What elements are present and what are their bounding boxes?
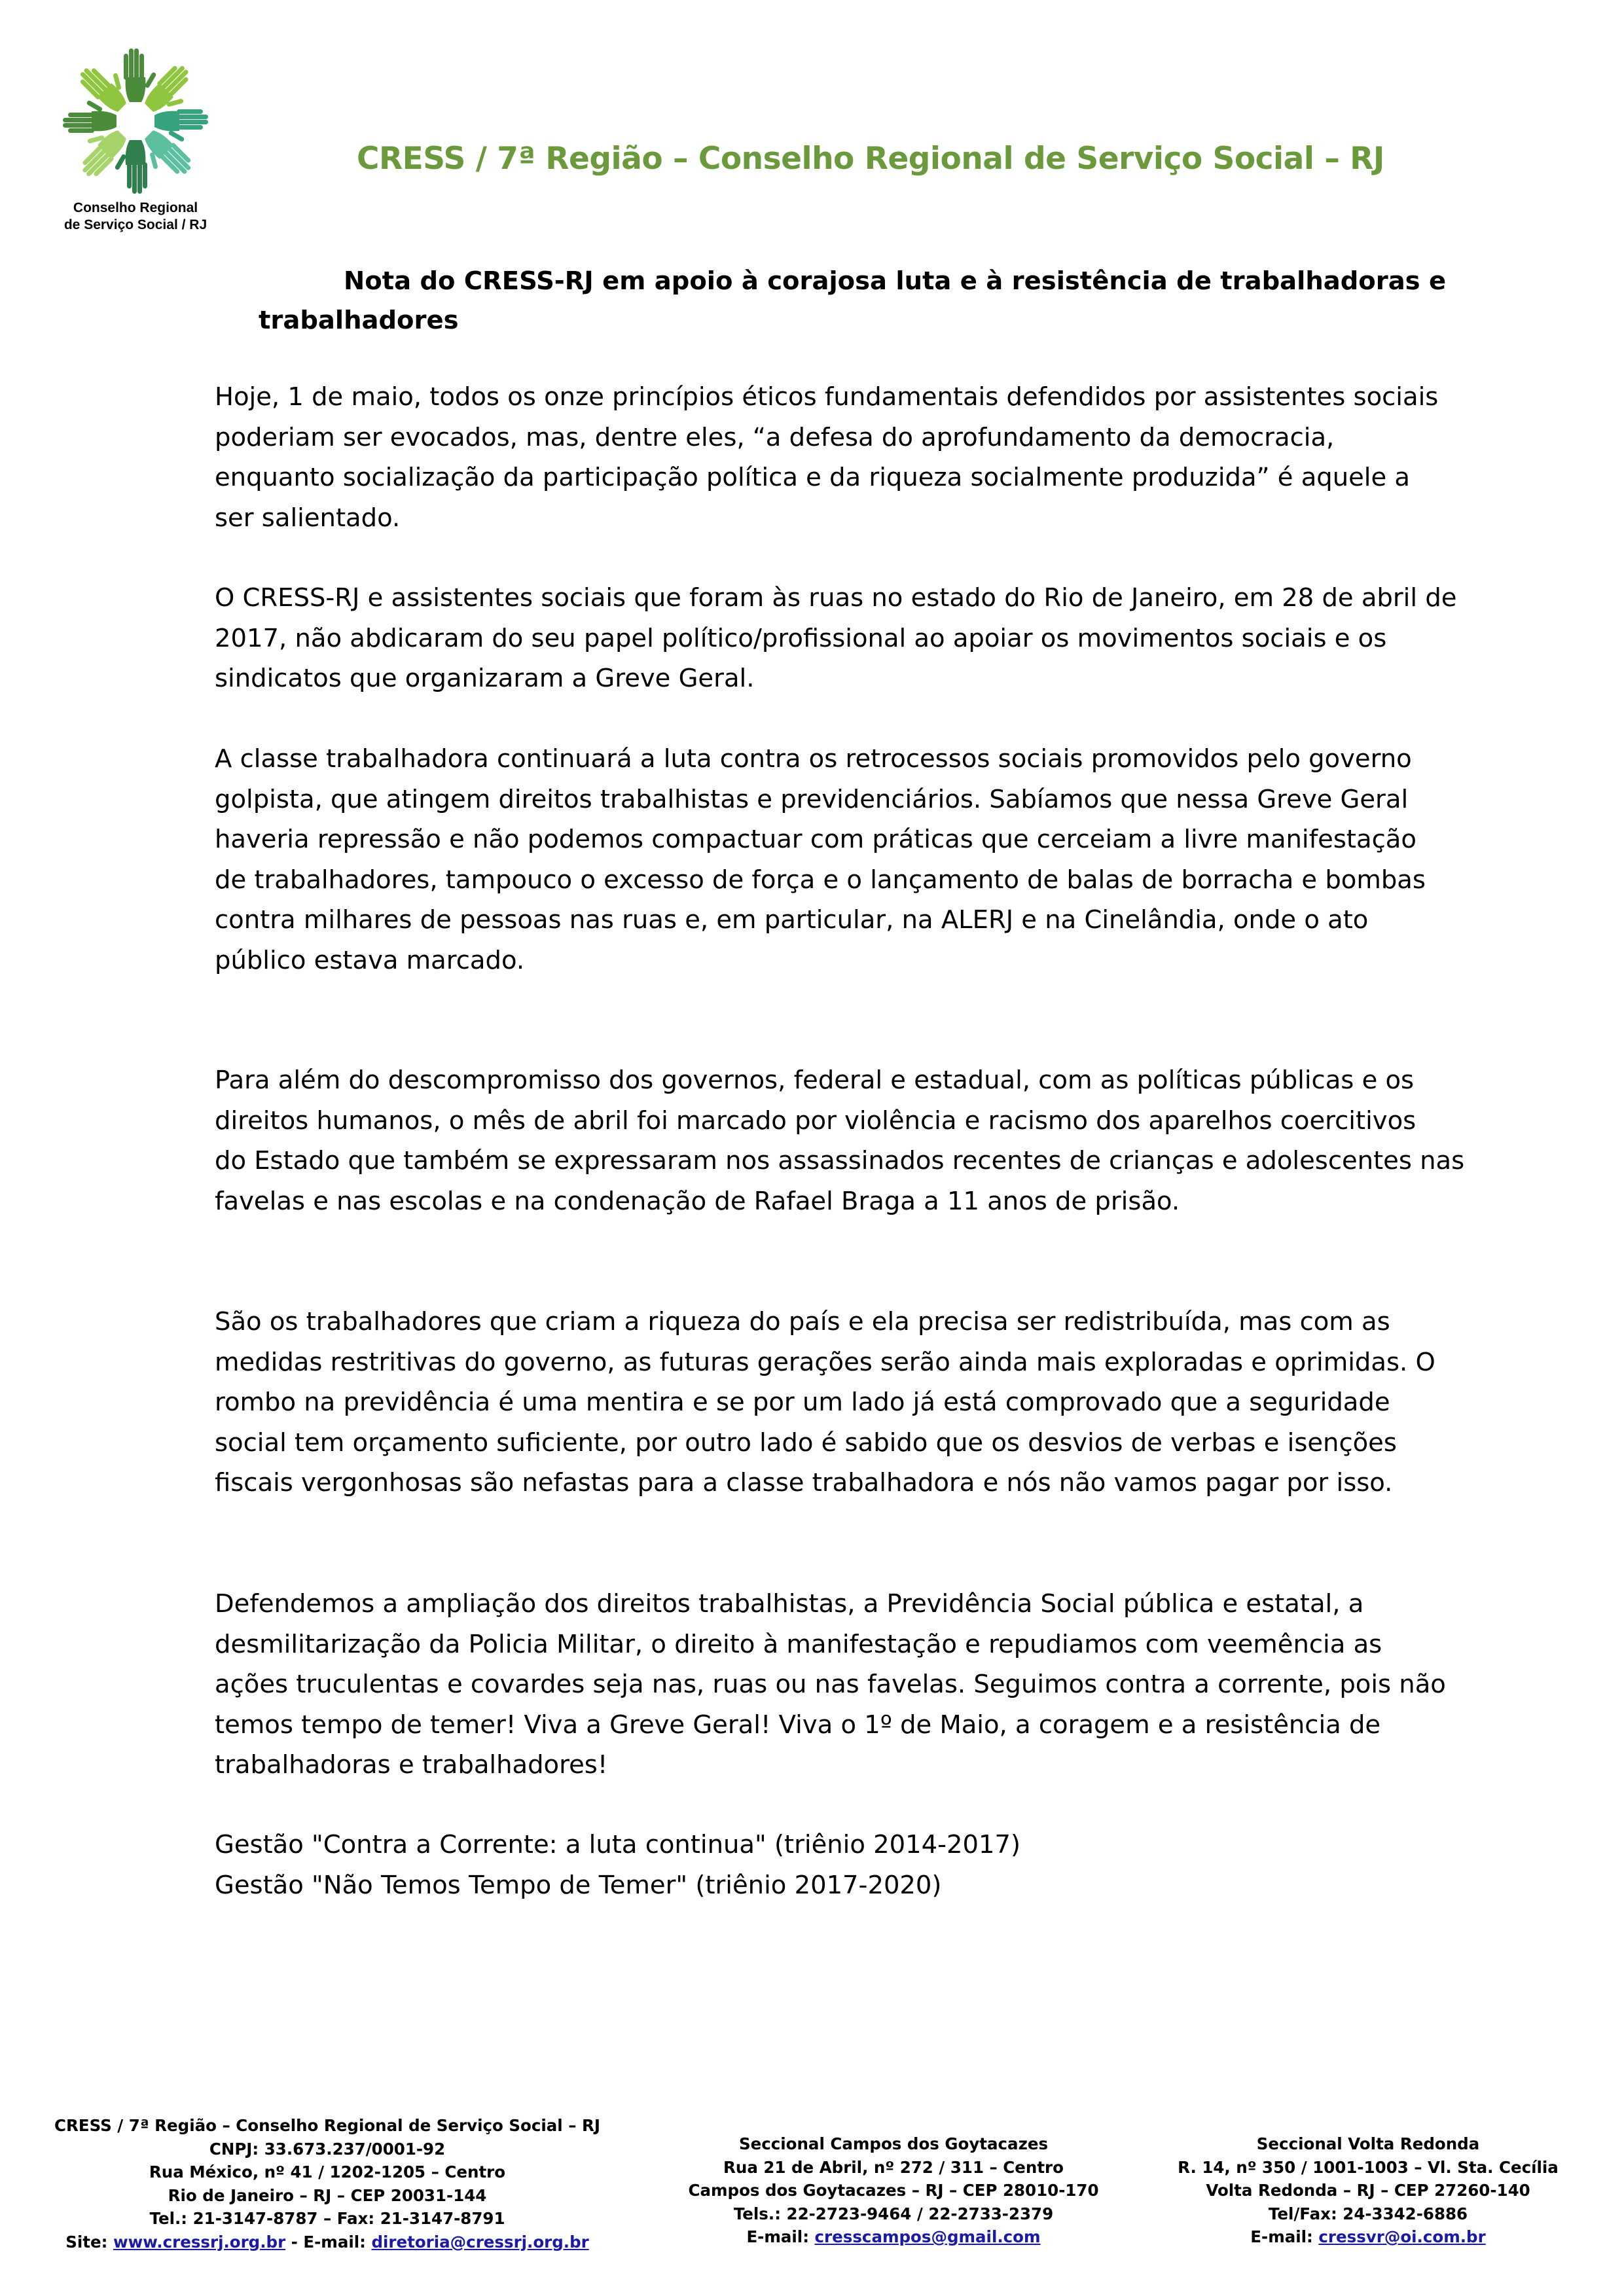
email-label: E-mail: xyxy=(746,2227,815,2246)
text-line: enquanto socialização da participação política e da riqueza socialmente produzida” é aquele a xyxy=(215,463,1411,492)
text-line: ações truculentas e covardes seja nas, ruas ou nas favelas. Seguimos contra a corrente, pois não xyxy=(215,1670,1446,1699)
text-line: trabalhadoras e trabalhadores! xyxy=(215,1750,608,1780)
text-line: 2017, não abdicaram do seu papel político/profissional ao apoiar os movimentos sociais e os xyxy=(215,623,1387,653)
footer-contact-line xyxy=(1132,2225,1604,2249)
email-label: - E-mail: xyxy=(285,2232,372,2251)
text-line: de trabalhadores, tampouco o excesso de força e o lançamento de balas de borracha e bombas xyxy=(215,865,1426,895)
signature-line: Gestão "Não Temos Tempo de Temer" (triênio 2017-2020) xyxy=(215,1870,942,1900)
text-line: golpista, que atingem direitos trabalhistas e previdenciários. Sabíamos que nessa Greve Geral xyxy=(215,784,1409,814)
paragraph-general-strike xyxy=(215,578,1530,699)
text-line: público estava marcado. xyxy=(215,945,525,975)
logo-caption-line: Conselho Regional xyxy=(73,200,198,215)
text-line: Hoje, 1 de maio, todos os onze princípios éticos fundamentais defendidos por assistentes sociais xyxy=(215,382,1439,412)
text-line: São os trabalhadores que criam a riqueza do país e ela precisa ser redistribuída, mas com as xyxy=(215,1307,1390,1336)
text-line: Para além do descompromisso dos governos, federal e estadual, com as políticas públicas e os xyxy=(215,1066,1415,1095)
logo-caption-line: de Serviço Social / RJ xyxy=(63,217,208,232)
footer-main-office xyxy=(26,2114,628,2253)
text-line: O CRESS-RJ e assistentes sociais que foram às ruas no estado do Rio de Janeiro, em 28 de abril de xyxy=(215,583,1457,613)
paragraph-wealth xyxy=(215,1302,1530,1503)
organization-title: CRESS / 7ª Região – Conselho Regional de Serviço Social – RJ xyxy=(357,141,1384,177)
footer-line: CNPJ: 33.673.237/0001-92 xyxy=(209,2139,446,2159)
text-line: ser salientado. xyxy=(215,503,401,533)
signature-line: Gestão "Contra a Corrente: a luta continua" (triênio 2014-2017) xyxy=(215,1830,1021,1859)
text-line: desmilitarização da Policia Militar, o direito à manifestação e repudiamos com veemência as xyxy=(215,1629,1382,1659)
circle-of-hands-icon xyxy=(54,39,217,203)
footer xyxy=(0,2114,1624,2265)
text-line: fiscais vergonhosas são nefastas para a classe trabalhadora e nós não vamos pagar por isso. xyxy=(215,1468,1393,1498)
footer-line: Tel.: 21-3147-8787 – Fax: 21-3147-8791 xyxy=(149,2209,505,2228)
footer-line: Volta Redonda – RJ – CEP 27260-140 xyxy=(1206,2181,1530,2200)
email-link[interactable]: diretoria@cressrj.org.br xyxy=(371,2232,589,2251)
text-line: favelas e nas escolas e na condenação de Rafael Braga a 11 anos de prisão. xyxy=(215,1186,1180,1216)
text-line: haveria repressão e não podemos compactuar com práticas que cerceiam a livre manifestação xyxy=(215,825,1416,854)
site-link[interactable]: www.cressrj.org.br xyxy=(113,2232,286,2251)
text-line: temos tempo de temer! Viva a Greve Geral! Viva o 1º de Maio, a coragem e a resistência de xyxy=(215,1710,1381,1740)
footer-line: CRESS / 7ª Região – Conselho Regional de Serviço Social – RJ xyxy=(54,2116,600,2135)
footer-line: Rua 21 de Abril, nº 272 / 311 – Centro xyxy=(723,2157,1064,2177)
footer-line: Seccional Campos dos Goytacazes xyxy=(738,2134,1049,2153)
text-line: direitos humanos, o mês de abril foi marcado por violência e racismo dos aparelhos coercitivos xyxy=(215,1105,1416,1136)
text-line: contra milhares de pessoas nas ruas e, em particular, na ALERJ e na Cinelândia, onde o ato xyxy=(215,905,1369,935)
footer-line: Tels.: 22-2723-9464 / 22-2733-2379 xyxy=(733,2204,1054,2223)
footer-line: Campos dos Goytacazes – RJ – CEP 28010-170 xyxy=(688,2181,1099,2200)
text-line: social tem orçamento suficiente, por outro lado é sabido que os desvios de verbas e isenções xyxy=(215,1427,1397,1458)
footer-line: Tel/Fax: 24-3342-6886 xyxy=(1268,2204,1468,2223)
email-link[interactable]: cresscampos@gmail.com xyxy=(814,2227,1041,2246)
text-line: Defendemos a ampliação dos direitos trabalhistas, a Previdência Social pública e estatal, a xyxy=(215,1589,1364,1619)
footer-campos-office xyxy=(645,2132,1142,2249)
note-title-line: trabalhadores xyxy=(259,306,459,335)
cress-logo xyxy=(47,39,224,236)
footer-contact-line xyxy=(645,2225,1142,2249)
text-line: poderiam ser evocados, mas, dentre eles, “a defesa do aprofundamento da democracia, xyxy=(215,422,1335,452)
text-line: rombo na previdência é uma mentira e se por um lado já está comprovado que a seguridade xyxy=(215,1388,1390,1417)
email-label: E-mail: xyxy=(1250,2227,1319,2246)
logo-caption xyxy=(47,200,224,234)
paragraph-principles xyxy=(215,377,1530,538)
email-link[interactable]: cressvr@oi.com.br xyxy=(1318,2227,1486,2246)
footer-line: Rua México, nº 41 / 1202-1205 – Centro xyxy=(149,2162,506,2181)
text-line: sindicatos que organizaram a Greve Geral. xyxy=(215,664,755,693)
footer-volta-redonda-office xyxy=(1132,2132,1604,2249)
note-title xyxy=(259,262,1502,340)
text-line: do Estado que também se expressaram nos assassinados recentes de crianças e adolescentes nas xyxy=(215,1146,1465,1175)
site-label: Site: xyxy=(65,2232,113,2251)
paragraph-signatures xyxy=(215,1825,1530,1905)
paragraph-defense xyxy=(215,1584,1530,1785)
footer-line: Seccional Volta Redonda xyxy=(1256,2134,1480,2153)
footer-line: Rio de Janeiro – RJ – CEP 20031-144 xyxy=(168,2185,487,2205)
text-line: medidas restritivas do governo, as futuras gerações serão ainda mais exploradas e oprimidas. O xyxy=(215,1347,1435,1377)
paragraph-working-class xyxy=(215,739,1530,980)
text-line: A classe trabalhadora continuará a luta contra os retrocessos sociais promovidos pelo governo xyxy=(215,744,1412,774)
footer-line: R. 14, nº 350 / 1001-1003 – Vl. Sta. Cecília xyxy=(1178,2157,1559,2177)
footer-contact-line xyxy=(26,2231,628,2254)
paragraph-violence xyxy=(215,1060,1530,1221)
note-title-line: Nota do CRESS-RJ em apoio à corajosa luta e à resistência de trabalhadoras e xyxy=(344,266,1447,296)
